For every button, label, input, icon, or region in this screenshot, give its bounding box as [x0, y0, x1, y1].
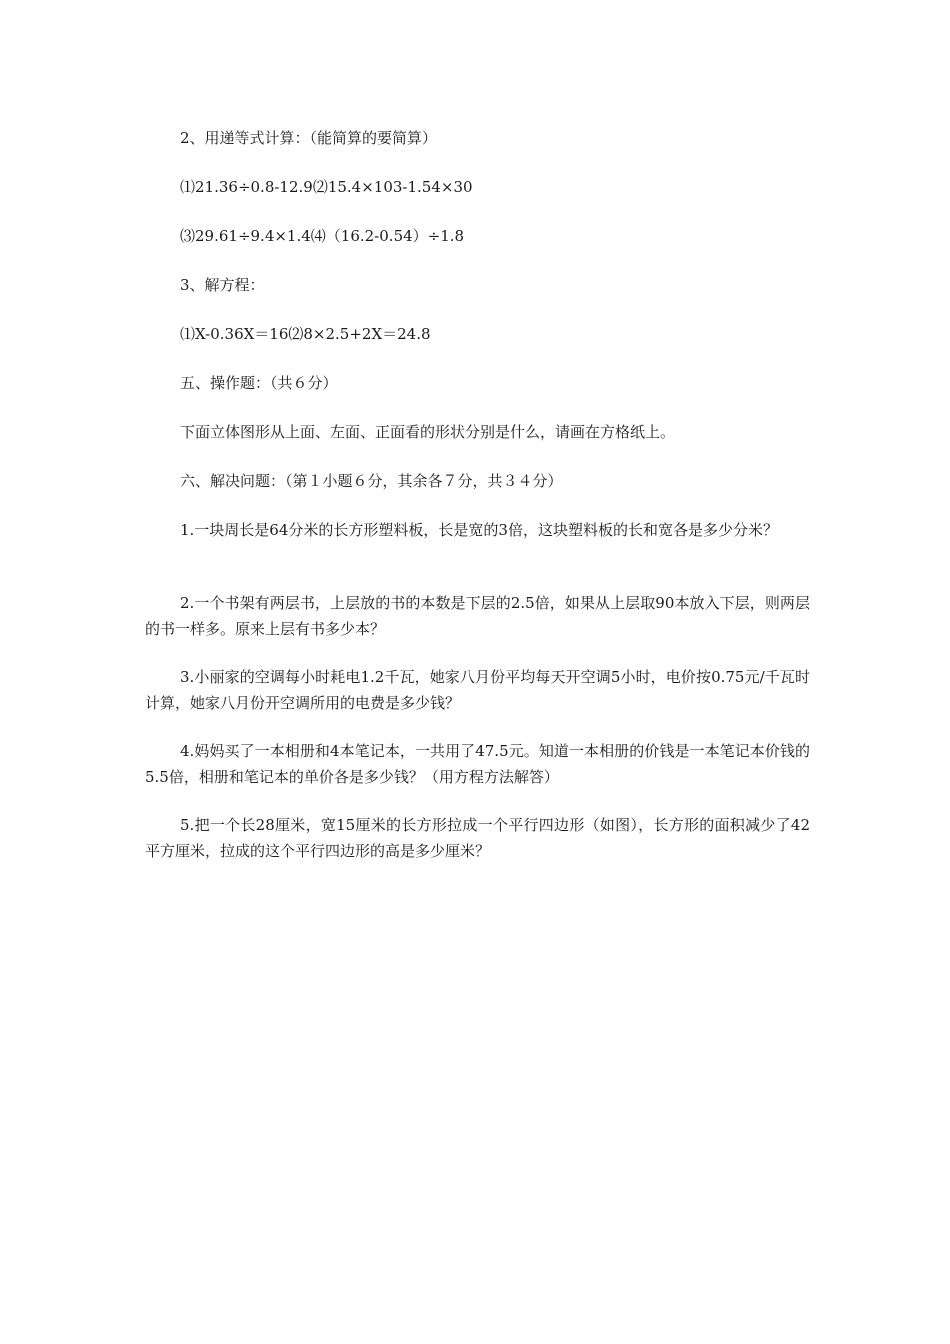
problem-5: 5.把一个长28厘米，宽15厘米的长方形拉成一个平行四边形（如图），长方形的面积减少了42平方厘米，拉成的这个平行四边形的高是多少厘米？	[145, 816, 810, 860]
problem-2: 2.一个书架有两层书，上层放的书的本数是下层的2.5倍，如果从上层取90本放入下层，则两层的书一样多。原来上层有书多少本？	[145, 594, 810, 638]
section-5-heading: 五、操作题：（共６分）	[180, 374, 338, 392]
calc-line-2: ⑶29.61÷9.4×1.4⑷（16.2-0.54）÷1.8	[180, 227, 465, 245]
problem-4: 4.妈妈买了一本相册和4本笔记本，一共用了47.5元。知道一本相册的价钱是一本笔记本价钱的5.5倍，相册和笔记本的单价各是多少钱？（用方程方法解答）	[145, 742, 810, 786]
section-5-text: 下面立体图形从上面、左面、正面看的形状分别是什么，请画在方格纸上。	[180, 423, 676, 441]
calc-line-1: ⑴21.36÷0.8-12.9⑵15.4×103-1.54×30	[180, 178, 473, 196]
equation-line-1: ⑴X-0.36X＝16⑵8×2.5+2X＝24.8	[180, 325, 431, 343]
problem-3: 3.小丽家的空调每小时耗电1.2千瓦，她家八月份平均每天开空调5小时，电价按0.75元/千瓦时计算，她家八月份开空调所用的电费是多少钱？	[145, 668, 810, 712]
section-2-heading: 2、用递等式计算：（能简算的要简算）	[180, 129, 438, 147]
problem-1: 1.一块周长是64分米的长方形塑料板，长是宽的3倍，这块塑料板的长和宽各是多少分米？	[180, 521, 778, 539]
section-6-heading: 六、解决问题：（第１小题６分，其余各７分，共３４分）	[180, 472, 563, 490]
section-3-heading: 3、解方程：	[180, 276, 265, 294]
